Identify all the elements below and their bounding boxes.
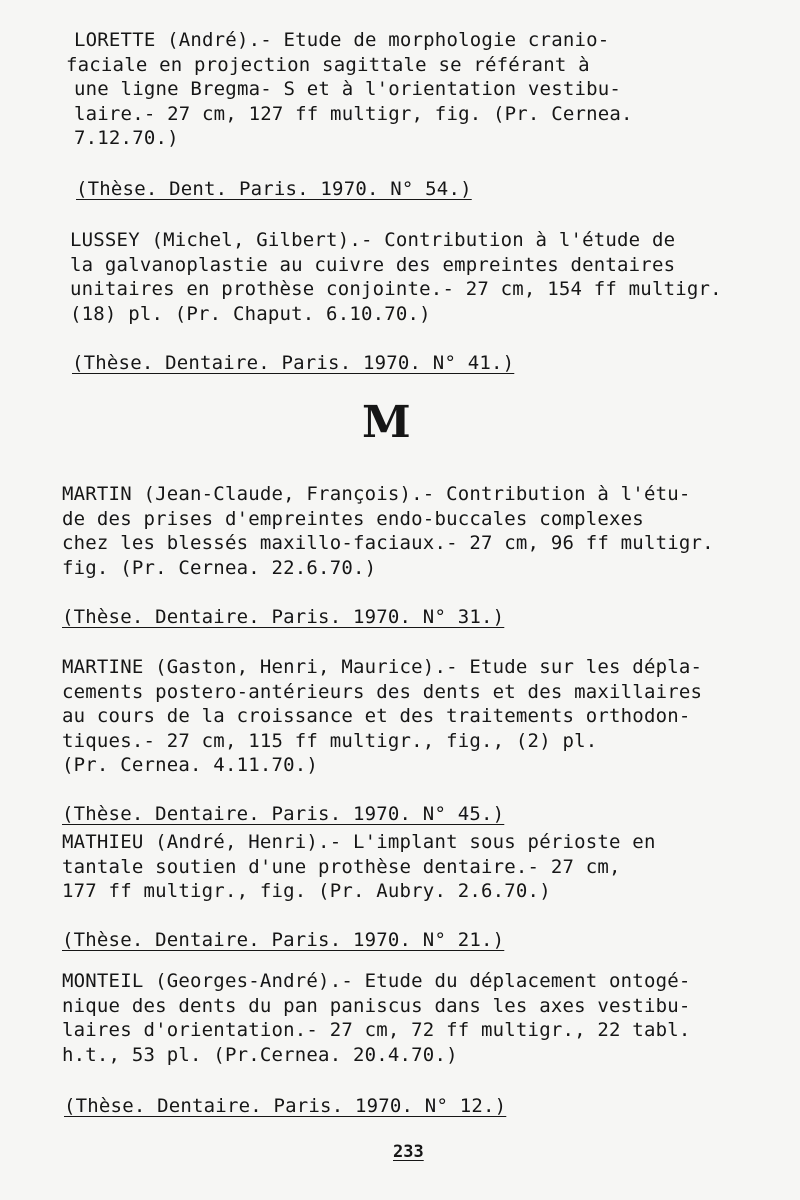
entry-text-line: tiques.- 27 cm, 115 ff multigr., fig., (2) pl. (62, 729, 598, 752)
thesis-citation: (Thèse. Dentaire. Paris. 1970. N° 21.) (62, 929, 505, 951)
thesis-citation: (Thèse. Dentaire. Paris. 1970. N° 31.) (62, 606, 505, 628)
entry-text-line: LORETTE (André).- Etude de morphologie cranio- (74, 29, 610, 51)
entry-text-line: (18) pl. (Pr. Chaput. 6.10.70.) (70, 302, 431, 325)
entry-text-line: cements postero-antérieurs des dents et des maxillaires (62, 680, 703, 703)
entry-text-line: fig. (Pr. Cernea. 22.6.70.) (62, 556, 377, 579)
entry-text-line: MONTEIL (Georges-André).- Etude du déplacement ontogé- (62, 970, 691, 992)
entry-text-line: 177 ff multigr., fig. (Pr. Aubry. 2.6.70.) (62, 880, 551, 902)
entry-text-line: (Pr. Cernea. 4.11.70.) (62, 754, 319, 776)
bibliography-entry (62, 482, 742, 580)
entry-text-line: LUSSEY (Michel, Gilbert).- Contribution à l'étude de (70, 229, 676, 251)
entry-text-line: unitaires en prothèse conjointe.- 27 cm, 154 ff multigr. (70, 278, 722, 300)
thesis-citation: (Thèse. Dentaire. Paris. 1970. N° 12.) (64, 1095, 507, 1117)
bibliography-entry (62, 830, 742, 904)
entry-text-line: MARTINE (Gaston, Henri, Maurice).- Etude sur les dépla- (62, 656, 703, 678)
entry-text-line: 7.12.70.) (74, 127, 179, 149)
entry-text-line: MATHIEU (André, Henri).- L'implant sous périoste en (62, 831, 656, 853)
entry-text-line: de des prises d'empreintes endo-buccales complexes (62, 507, 644, 530)
entry-text-line: faciale en projection sagittale se référant à (66, 53, 590, 76)
page-number: 233 (393, 1142, 424, 1162)
bibliography-entry (66, 28, 754, 151)
thesis-citation: (Thèse. Dent. Paris. 1970. N° 54.) (76, 178, 472, 200)
entry-text-line: h.t., 53 pl. (Pr.Cernea. 20.4.70.) (62, 1043, 458, 1066)
entry-text-line: nique des dents du pan paniscus dans les axes vestibu- (62, 994, 691, 1017)
bibliography-entry (62, 969, 742, 1067)
entry-text-line: la galvanoplastie au cuivre des empreintes dentaires (70, 253, 676, 276)
entry-text-line: tantale soutien d'une prothèse dentaire.- 27 cm, (62, 855, 621, 878)
entry-text-line: au cours de la croissance et des traitements orthodon- (62, 705, 691, 727)
entry-text-line: laires d'orientation.- 27 cm, 72 ff multigr., 22 tabl. (62, 1019, 691, 1041)
entry-text-line: laire.- 27 cm, 127 ff multigr, fig. (Pr. Cernea. (74, 102, 633, 125)
entry-text-line: chez les blessés maxillo-faciaux.- 27 cm, 96 ff multigr. (62, 532, 714, 554)
entry-text-line: MARTIN (Jean-Claude, François).- Contribution à l'étu- (62, 483, 691, 505)
bibliography-entry (62, 655, 742, 778)
thesis-citation: (Thèse. Dentaire. Paris. 1970. N° 45.) (62, 803, 505, 825)
thesis-citation: (Thèse. Dentaire. Paris. 1970. N° 41.) (72, 352, 515, 374)
entry-text-line: une ligne Bregma- S et à l'orientation vestibu- (74, 78, 622, 100)
section-letter: M (362, 397, 411, 448)
bibliography-entry (70, 228, 750, 326)
